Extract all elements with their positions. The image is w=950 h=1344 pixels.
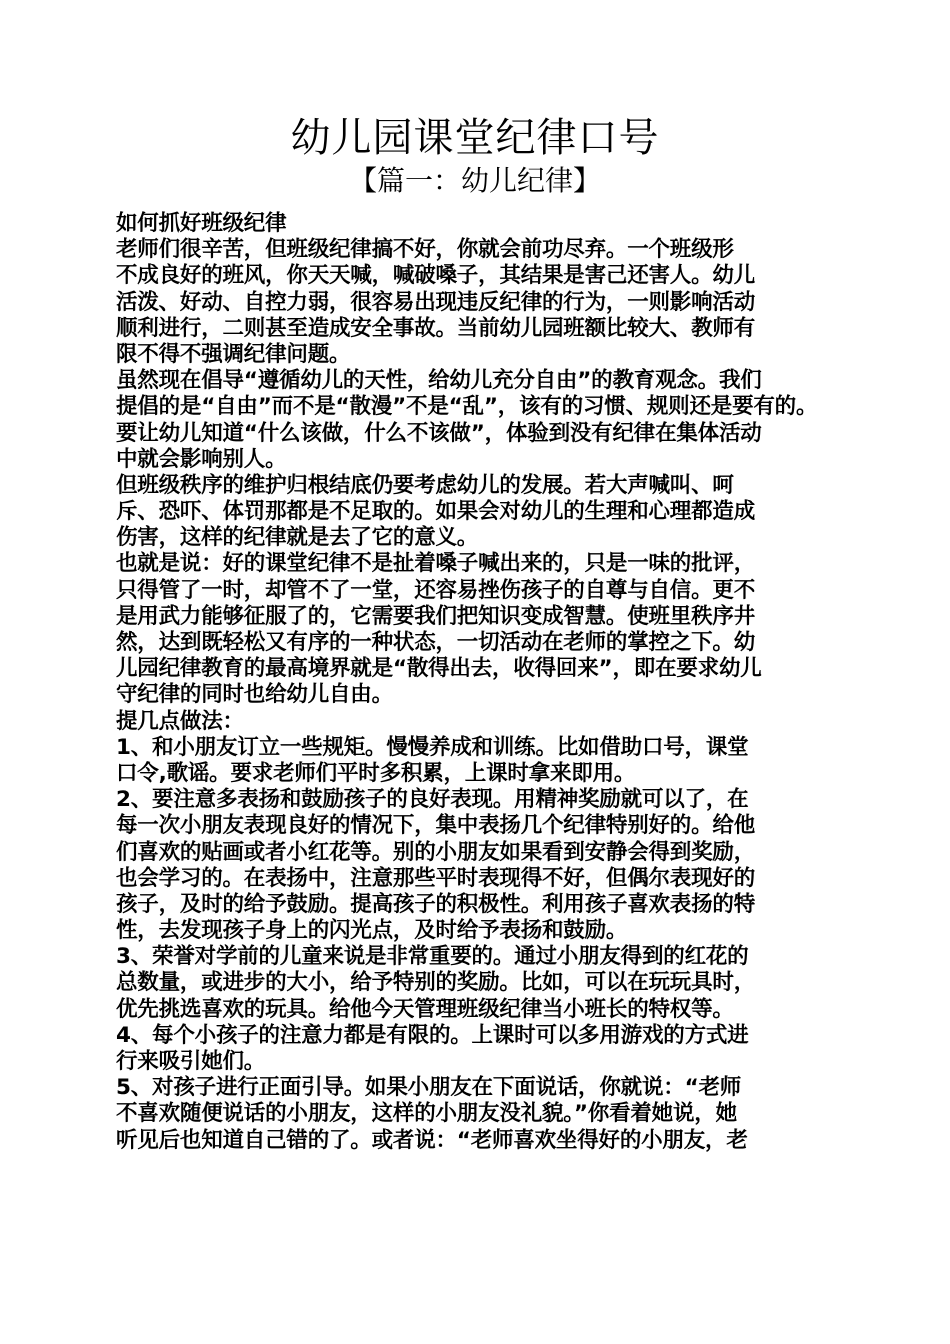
text-line: 活泼、好动、自控力弱，很容易出现违反纪律的行为，一则影响活动 — [116, 289, 756, 315]
text-line: 1、和小朋友订立一些规矩。慢慢养成和训练。比如借助口号，课堂 — [116, 734, 749, 760]
text-line: 2、要注意多表扬和鼓励孩子的良好表现。用精神奖励就可以了，在 — [116, 787, 749, 813]
text-line: 也会学习的。在表扬中，注意那些平时表现得不好，但偶尔表现好的 — [116, 865, 756, 891]
text-line: 4、每个小孩子的注意力都是有限的。上课时可以多用游戏的方式进 — [116, 1022, 749, 1048]
text-line: 虽然现在倡导“遵循幼儿的天性，给幼儿充分自由”的教育观念。我们 — [116, 368, 762, 394]
text-line: 孩子，及时的给予鼓励。提高孩子的积极性。利用孩子喜欢表扬的特 — [116, 891, 756, 917]
text-line: 3、荣誉对学前的儿童来说是非常重要的。通过小朋友得到的红花的 — [116, 944, 749, 970]
text-line: 只得管了一时，却管不了一堂，还容易挫伤孩子的自尊与自信。更不 — [116, 577, 756, 603]
text-line: 守纪律的同时也给幼儿自由。 — [116, 682, 393, 708]
text-line: 性，去发现孩子身上的闪光点，及时给予表扬和鼓励。 — [116, 918, 628, 944]
document-body — [116, 211, 846, 1154]
text-line: 是用武力能够征服了的，它需要我们把知识变成智慧。使班里秩序井 — [116, 603, 756, 629]
text-line: 优先挑选喜欢的玩具。给他今天管理班级纪律当小班长的特权等。 — [116, 996, 734, 1022]
text-line: 提倡的是“自由”而不是“散漫”不是“乱”，该有的习惯、规则还是要有的。 — [116, 394, 818, 420]
text-line: 口令,歌谣。要求老师们平时多积累，上课时拿来即用。 — [116, 760, 636, 786]
text-line: 要让幼儿知道“什么该做，什么不该做”，体验到没有纪律在集体活动 — [116, 420, 762, 446]
document-subtitle: 【篇一：幼儿纪律】 — [348, 164, 601, 197]
text-line: 提几点做法： — [116, 708, 244, 734]
text-line: 5、对孩子进行正面引导。如果小朋友在下面说话，你就说：“老师 — [116, 1075, 742, 1101]
text-line: 伤害，这样的纪律就是去了它的意义。 — [116, 525, 479, 551]
text-line: 行来吸引她们。 — [116, 1049, 266, 1074]
text-line: 然，达到既轻松又有序的一种状态，一切活动在老师的掌控之下。幼 — [116, 630, 756, 655]
document-title: 幼儿园课堂纪律口号 — [290, 115, 660, 161]
text-line: 听见后也知道自己错的了。或者说：“老师喜欢坐得好的小朋友，老 — [116, 1127, 748, 1153]
text-line: 总数量，或进步的大小，给予特别的奖励。比如，可以在玩玩具时， — [116, 970, 756, 996]
text-line: 限不得不强调纪律问题。 — [116, 341, 351, 367]
text-line: 每一次小朋友表现良好的情况下，集中表扬几个纪律特别好的。给他 — [116, 813, 756, 839]
text-line: 不喜欢随便说话的小朋友，这样的小朋友没礼貌。”你看着她说，她 — [116, 1101, 737, 1127]
text-line: 如何抓好班级纪律 — [116, 211, 287, 236]
text-line: 不成良好的班风，你天天喊，喊破嗓子，其结果是害己还害人。幼儿 — [116, 263, 756, 289]
text-line: 斥、恐吓、体罚那都是不足取的。如果会对幼儿的生理和心理都造成 — [116, 499, 756, 525]
text-line: 儿园纪律教育的最高境界就是“散得出去，收得回来”，即在要求幼儿 — [116, 656, 762, 682]
text-line: 老师们很辛苦，但班级纪律搞不好，你就会前功尽弃。一个班级形 — [116, 237, 734, 263]
text-line: 们喜欢的贴画或者小红花等。别的小朋友如果看到安静会得到奖励， — [116, 839, 756, 865]
text-line: 也就是说：好的课堂纪律不是扯着嗓子喊出来的，只是一味的批评， — [116, 551, 756, 577]
text-line: 顺利进行，二则甚至造成安全事故。当前幼儿园班额比较大、教师有 — [116, 315, 756, 341]
text-line: 但班级秩序的维护归根结底仍要考虑幼儿的发展。若大声喊叫、呵 — [116, 472, 734, 498]
text-line: 中就会影响别人。 — [116, 446, 287, 472]
